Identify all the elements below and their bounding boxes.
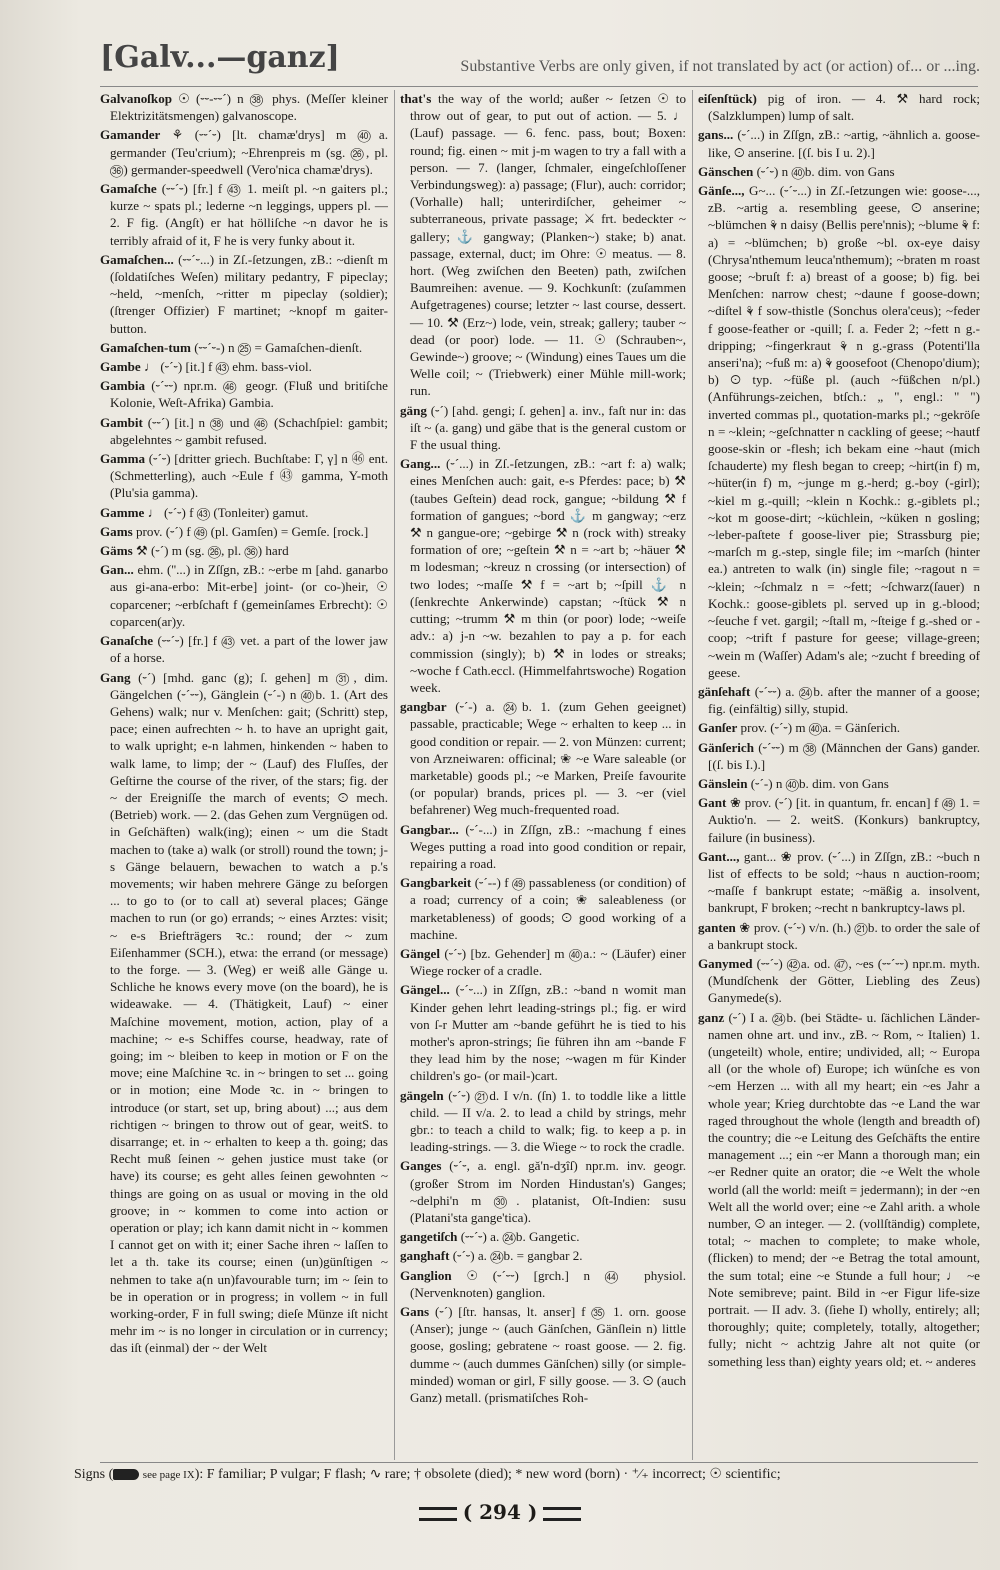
entry-body: (⏑´⏑, a. engl. gǎ'n-dʒîſ) npr.m. inv. geogr. (großer Strom im Norden Hindustan's) Ganges; ~delphi'n m ㉚. platanist, Oſt-Indien: susu (Platani'sta gange'tica). <box>410 1158 686 1225</box>
entry-headword: gäng <box>400 402 427 418</box>
dictionary-entry <box>100 358 388 375</box>
entry-body: (⏑´⏑) [bz. Gehender] m ㊵a.: ~ (Läufer) einer Wiege rocker of a cradle. <box>410 945 686 979</box>
entry-body: ❀ prov. (⏑´⏑) v/n. (h.) ㉑b. to order the sale of a bankrupt stock. <box>708 919 980 952</box>
dictionary-entry <box>400 1087 686 1156</box>
entry-headword: Gan... <box>100 562 134 578</box>
entry-headword: Gambit <box>100 414 143 430</box>
entry-body: ⚘ (⏑⏑´⏑) [lt. chamæ'drys] m ㊵a. germander (Teu'crium); ~Ehrenpreis m (sg. ㉖, pl. ㊱) germander-speedwell (Vero'nica chamæ'drys). <box>110 127 388 177</box>
entry-body: (⏑´...) in Zſ.-ſetzungen, zB.: ~art f: a) walk; eines Menſchen auch: gait, e-s Pferdes: pace; b) ⚒ (taubes Geſtein) dead rock, gangue; ~bildung ⚒ f formation of gangues; ~bord ⚓ m gangway; ~erz ⚒ n gangue-ore; ~gebirge ⚒ n (rock with) streaky formation of ore; ~geſtein ⚒ n = ~art b; ~häuer ⚒ m lodesman; ~kreuz n crossing (or intersection) of two lodes; ~maſſe ⚒ f = ~art b; ~ſpill ⚓ n (ſenkrechte Ankerwinde) capstan; ~ſtück ⚒ n cutting; ~trumm ⚒ m thin (or poor) lode; ~weiſe adv.: a) j-n ~w. bezahlen to pay a p. for each commission (singly); b) ⚒ in lodes or streaks; ~woche f Cath.eccl. (Himmelfahrtswoche) Rogation week. <box>410 456 686 695</box>
entry-body: ☉ (⏑´⏑⏑) [grch.] n ㊹ physiol. (Nervenknoten) ganglion. <box>410 1267 686 1300</box>
entry-headword: Gangbarkeit <box>400 875 472 891</box>
column-divider <box>692 90 693 1460</box>
dictionary-entry <box>100 377 388 411</box>
entry-headword: Gambe <box>100 359 141 375</box>
dictionary-entry <box>400 945 686 979</box>
entry-body: (⏑´-...) in Zſſgn, zB.: ~machung f eines Weges putting a road into good condition or repair, repairing a road. <box>410 821 686 871</box>
dictionary-entry <box>400 698 686 818</box>
entry-headword: Gans <box>400 1304 430 1320</box>
entry-headword: Gamaſche <box>100 181 157 197</box>
dictionary-entry <box>698 775 980 792</box>
dictionary-entry <box>100 180 388 249</box>
dictionary-entry <box>698 955 980 1007</box>
entry-body: (⏑´⏑...) in Zſſgn, zB.: ~band n womit man Kinder gehen lehrt leading-strings pl.; fig. er wird von ſ-r Mutter am ~bande geführt he is tied to his mother's apron-strings; ſie führen ihn am ~bande F they lead him by the nose; ~wagen m für Kinder children's go- (or mail-)cart. <box>410 982 686 1084</box>
entry-headword: ganz <box>698 1009 725 1025</box>
dictionary-entry <box>100 632 388 666</box>
dictionary-entry <box>698 90 980 124</box>
dictionary-entry <box>100 561 388 630</box>
entry-body: (⏑´) [mhd. ganc (g); ſ. gehen] m ㉛, dim. Gängelchen (⏑´⏑⏑), Gänglein (⏑´-) n ㊵b. 1. (Art des Gehens) walk; nur v. Menſchen: gait; (Schritt) step, pace; einen aufrechten ~ h. to have an upright gait, to walk upright; e-n lahmen, hinkenden ~ haben to walk lame, to limp; der ~ (Lauf) des Fluſſes, der Geſtirne the course of the river, of the stars; fig. der ~ der Ereigniſſe the march of events; ☉ mech. (Betrieb) work. — 2. (das Gehen zum Vergnügen od. in Geſchäften) walk(ing); einen ~ um die Stadt machen to (take a) walk (or stroll) round the town; j-s Gänge belauern, bewachen to watch a p.'s movements; wir haben mehrere Gänge zu beſorgen ... to go to (or to call at) several places; Gänge machen to run (or go) errands; ~ eines Arztes: visit; ~ e-s Briefträgers ꝛc.: round; der ~ zum Eiſenhammer (SCH.), etwa: the errand (or message) to the forge. — 3. (Weg) er weiß alle Gänge u. Schliche he knows every move (on the board), he is wideawake. — 4. (Thätigkeit, Lauf) ~ einer Maſchine movement, motion, action, play of a machine; ~ e-s Schiffes course, headway, rate of going; im ~ bleiben to keep in motion or F on the move; eine Maſchine ꝛc. in ~ bringen to set ... going or in motion; eine Mode ꝛc. in ~ bringen to introduce (or start, set up, bring about) ...; aus dem richtigen ~ bringen to throw out of gear, weitS. to disarrange; et. in ~ erhalten to keep a th. going; das Recht muß ſeinen ~ gehen justice must take (or have) its course; es geht alles ſeinen gewohnten ~ things are going on as usual or moving in the old groove; in ~ kommen to come into action or operation or play; ich kann damit nicht in ~ kommen I cannot get on with it; einer Sache ihren ~ laſſen to let a th. take its course; einen (un)günſtigen ~ nehmen to take a(n un)favourable turn; im ~ ſein to be in operation or in progress; in vollem ~ in full working-order, F in full swing; dieſe Münze iſt nicht mehr im ~ is no longer in circulation or in currency; das iſt (einmal) der ~ der Welt <box>110 669 388 1356</box>
dictionary-entry <box>100 504 388 521</box>
entry-body: (⏑´) [ſtr. hansas, lt. anser] f ㉟ 1. orn. goose (Anser); junge ~ (auch Gänſchen, Gänſlein n) little goose, gosling; gebratene ~ roast goose. — 2. fig. dumme ~ (auch dummes Gänſchen) silly (or simple-minded) woman or girl, F silly goose. — 3. ☉ (auch Ganz) metall. (prismatiſches Roh- <box>410 1304 686 1406</box>
entry-headword: gangbar <box>400 699 447 715</box>
dictionary-entry <box>400 821 686 873</box>
entry-headword: Gamme <box>100 504 145 520</box>
entry-headword: Gamma <box>100 451 146 467</box>
entry-headword: eiſenſtück) <box>698 91 757 106</box>
entry-body: (⏑´⏑) a. ㉔b. = gangbar 2. <box>449 1248 583 1264</box>
entry-headword: gänſehaft <box>698 683 751 699</box>
dictionary-entry <box>698 1009 980 1370</box>
entry-body: (⏑⏑´⏑...) in Zſ.-ſetzungen, zB.: ~dienſt m (ſoldatiſches Weſen) military pedantry, F pipeclay; ~held, ~menſch, ~ritter m pipeclay (soldier); (ſtrenger Offizier) F martinet; ~knopf m gaiter-button. <box>110 251 388 336</box>
entry-body: (⏑⏑´⏑) a. ㉔b. Gangetic. <box>457 1229 580 1245</box>
entry-body: (⏑´--) f ㊾ passableness (or condition) of a road; currency of a coin; ❀ saleableness (or marketableness) of goods; ☉ good working of a machine. <box>410 875 686 942</box>
signs-text: ): F familiar; P vulgar; F flash; ∿ rare; † obsolete (died); * new word (born) · ⁺⁄₊ incorrect; ☉ scientific; <box>194 1467 781 1482</box>
pointing-hand-icon <box>113 1469 139 1480</box>
dictionary-entry <box>100 339 388 356</box>
entry-headword: Gambia <box>100 378 146 394</box>
header-rule <box>100 86 978 87</box>
entry-body: (⏑´-) n ㊵b. dim. von Gans <box>747 775 889 791</box>
entry-body: ❀ prov. (⏑´) [it. in quantum, fr. encan] f ㊾ 1. = Auktio'n. — 2. weitS. (Konkurs) bankruptcy, failure (in business). <box>708 795 980 845</box>
column-divider <box>394 90 395 1460</box>
signs-legend <box>74 1466 980 1483</box>
entry-headword: Gant..., <box>698 848 740 864</box>
entry-body: gant... ❀ prov. (⏑´...) in Zſſgn, zB.: ~buch n list of effects to be sold; ~haus n auction-room; ~maſſe f bankrupt estate; ~mäßig a. insolvent, bankrupt, F broken; ~recht n bankruptcy-laws pl. <box>708 848 980 916</box>
entry-headword: Gamander <box>100 127 161 143</box>
ornament-bars-left <box>419 1507 457 1521</box>
entry-body: (⏑⏑´) [it.] n ㊳ und ㊻ (Schachſpiel: gambit; abgelehntes ~ gambit refused. <box>110 414 388 447</box>
entry-body: prov. (⏑´⏑) m ㊵a. = Gänſerich. <box>737 720 901 736</box>
dictionary-entry <box>400 1303 686 1406</box>
dictionary-entry <box>400 1267 686 1301</box>
dictionary-entry <box>400 90 686 400</box>
dictionary-entry <box>698 919 980 953</box>
signs-label: Signs ( <box>74 1467 114 1482</box>
page-header <box>100 40 980 88</box>
entry-headword: Gänschen <box>698 163 754 179</box>
entry-headword: that's <box>400 91 432 106</box>
dictionary-entry <box>100 126 388 178</box>
dictionary-entry <box>698 163 980 180</box>
page-number: ( 294 ) <box>462 1500 538 1524</box>
entry-body: ♩ (⏑´⏑) [it.] f ㊸ ehm. bass-viol. <box>140 359 312 375</box>
entry-headword: Gängel... <box>400 982 450 998</box>
entry-headword: Ganges <box>400 1158 442 1174</box>
entry-body: (⏑´⏑⏑) npr.m. ㊻ geogr. (Fluß und britiſche Kolonie, Weſt-Afrika) Gambia. <box>110 378 388 411</box>
footer-rule <box>100 1462 978 1463</box>
entry-headword: Ganglion <box>400 1267 452 1283</box>
page-title: [Galv...—ganz] <box>100 40 340 75</box>
dictionary-entry <box>698 683 980 717</box>
entry-headword: Gams <box>100 523 133 539</box>
entry-body: ☉ (⏑⏑-⏑⏑´) n ㊳ phys. (Meſſer kleiner Elektrizitätsmengen) galvanoscope. <box>110 91 388 124</box>
signs-see: see page IX <box>142 1469 195 1481</box>
dictionary-entry <box>400 981 686 1084</box>
entry-headword: Gängel <box>400 945 441 961</box>
entry-headword: Gant <box>698 795 727 811</box>
entry-headword: ganten <box>698 919 736 935</box>
entry-body: (⏑⏑´⏑-) n ㉕ = Gamaſchen-dienſt. <box>190 339 363 355</box>
entry-body: (⏑⏑´⏑) [fr.] f ㊸ 1. meiſt pl. ~n gaiters pl.; kurze ~ spats pl.; lederne ~n leggings, uppers pl. — 2. F fig. (Angſt) er hat hölliſche ~n davor he is terribly afraid of it, F he is very funky about it. <box>110 181 388 248</box>
ornament-bars-right <box>543 1507 581 1521</box>
dictionary-entry <box>100 542 388 559</box>
dictionary-entry <box>400 402 686 454</box>
entry-headword: Galvanoſkop <box>100 91 173 106</box>
entry-body: G~... (⏑´⏑...) in Zſ.-ſetzungen wie: goose-..., zB. ~artig a. resembling geese, ☉ anserine; ~blümchen ⚘ n daisy (Bellis pere'nnis); ~blume ⚘ f: a) = ~blümchen; b) große ~bl. ox-eye daisy (Chrysa'nthemum leuca'nthemum); ~braten m roast goose; ~bruſt f: a) breast of a goose; b) fig. bei Menſchen: narrow chest; ~daune f goose-down; ~diſtel ⚘ f sow-thistle (Sonchus olera'ceus); ~feder f goose-feather or -quill; ſ. a. Feder 2; ~fett n g.-dripping; ~fingerkraut ⚘ n g.-grass (Potenti'lla anseri'na); ~fuß m: a) ⚘ goosefoot (Chenopo'dium); b) ☉ typ. ~füße pl. (auch ~füßchen n/pl.) (Anführungs-zeichen, btſch.: „ ", engl.: " ") inverted commas pl., quotation-marks pl.; ~gekröſe n = ~klein; ~geſchnatter n cackling of geese; ~hautf goose-skin or -flesh; ich bekam eine ~haut (mich ſchauderte) my flesh began to creep; ~hirt(in f) m, ~hüter(in f) m, ~junge m g.-herd; g.-boy (-girl); ~kiel m g.-quill; ~klein n Kochk.: g.-giblets pl.; ~kot m goose-dirt; ~küchlein, ~küken n gosling; ~leber-paſtete f goose-liver pie; Strassburg pie; ~marſch m g.-step, single file; im ~marſch (hinter ea.) antreten to walk (in) single file; ~ragout n = ~klein; ~ſchmalz n = ~fett; ~ſchwarz(ſauer) n Kochk.: goose-giblets pl. served up in g.-blood; ~ſeuche f vet. gargil; ~ſtall m, ~ſteige f g.-shed or -coop; ~trift f pasture for geese; village-green; ~wein m (Waſſer) Adam's ale; ~zucht f breeding of geese. <box>708 183 980 680</box>
dictionary-entry <box>400 1228 686 1245</box>
entry-headword: Gänslein <box>698 775 748 791</box>
entry-body: (⏑´-) a. ㉔b. 1. (zum Gehen geeignet) passable, practicable; Wege ~ erhalten to keep ... in good condition or repair. — 2. von Münzen: current; von Arzneiwaren: officinal; ❀ ~e Ware saleable (or marketable) goods pl.; ~e Marken, Preiſe favourite (or popular) brands, prices pl. — 3. ~er (viel befahrener) Weg much-frequented road. <box>410 699 686 818</box>
entry-headword: Ganaſche <box>100 633 154 649</box>
entry-body: (⏑´⏑) ㉑d. I v/n. (ſn) 1. to toddle like a little child. — II v/a. 2. to lead a child by strings, mehr gbr.: to teach a child to walk; fig. to keep a p. in leading-strings. — 3. die Wiege ~ to rock the cradle. <box>410 1087 686 1155</box>
dictionary-entry <box>400 874 686 943</box>
column-2 <box>400 90 686 1460</box>
entry-body: the way of the world; außer ~ ſetzen ☉ to throw out of gear, to put out of action. — 5. ♩ (Lauf) passage. — 6. fenc. pass, bout; Boxen: round; fig. einen ~ mit j-m wagen to try a fall with a person. — 7. (langer, ſchmaler, eingeſchloſſener Verbindungsweg): a) passage; (Flur), auch: corridor; (Vorhalle) hall; unterirdiſcher, geheimer ~ subterraneous, private passage; ⚔ frt. bedeckter ~ gallery; ⚓ gangway; (Planken~) stake; b) anat. passage, external, duct; im Ohre: ☉ meatus. — 8. hort. (Weg zwiſchen den Beeten) path, zwiſchen Baumreihen: avenue. — 9. Kochkunſt: (zuſammen Aufgetragenes) course; letzter ~ last course, dessert. — 10. ⚒ (Erz~) lode, vein, streak; gallery; tauber ~ dead (or poor) lode. — 11. ☉ (Schrauben~, Gewinde~) groove; ~ (Windung) eines Taues um die Welle coil; ~ (Triebwerk) einer Mühle mill-work; run. <box>410 91 686 399</box>
dictionary-entry <box>100 251 388 337</box>
header-note: Substantive Verbs are only given, if not translated by act (or action) of... or ...ing. <box>460 58 980 75</box>
entry-body: (⏑´) I a. ㉔b. (bei Städte- u. ſächlichen Länder-namen ohne art. und inv., zB. ~ Rom, ~ Italien) 1. (ungeteilt) whole, entire; undivided, all; ~ Europa all (or the whole of) Europe; ich wünſche es von ~em Herzen ... with all my heart; ein ~es Jahr a whole year; Krieg durchtobte das ~e Land the war raged throughout the whole (length and breadth of) the country; die ~e Leitung des Geſchäfts the entire management ...; ein ~er Mann a thorough man; ein ~er Redner quite an orator; die ~e Welt the whole world (all the world: meiſt = jedermann); in der ~en Welt all the world over; eine ~e Zahl arith. a whole number, ☉ an integer. — 2. (vollſtändig) complete, total; ~ machen to complete; to make whole, (flicken) to mend; der ~e Betrag the total amount, the sum total; eine ~e Stunde a full hour; ♩ ~e Note semibreve; paint. Bild in ~er Figur life-size portrait. — II adv. 3. (ſiehe I) wholly, entirely; all; thoroughly; quite; completely, totally, altogether; fully; nicht ~ achtzig Jahre alt not quite (or something less than) eighty years old; et. ~ anderes <box>708 1009 980 1369</box>
entry-body: (⏑´⏑) n ㊵b. dim. von Gans <box>753 163 895 179</box>
entry-body: ehm. (''...) in Zſſgn, zB.: ~erbe m [ahd. ganarbo aus gi-ana-erbo: Mit-erbe] joint- (or co-)heir, ☉ coparcener; ~erbſchaft f (gemeinſames Erbrecht): ☉ coparcen(ar)y. <box>110 562 388 629</box>
entry-headword: gängeln <box>400 1087 444 1103</box>
entry-headword: Gang... <box>400 456 441 472</box>
column-3 <box>698 90 980 1460</box>
dictionary-entry <box>698 848 980 917</box>
dictionary-entry <box>100 523 388 540</box>
column-1 <box>100 90 388 1460</box>
dictionary-entry <box>698 182 980 681</box>
entry-headword: Gamaſchen... <box>100 251 174 267</box>
dictionary-entry <box>100 90 388 124</box>
entry-headword: Ganymed <box>698 955 753 971</box>
entry-headword: Ganſer <box>698 720 738 736</box>
entry-body: (⏑´⏑) [dritter griech. Buchſtabe: Γ, γ] n ㊻ ent. (Schmetterling), auch ~Eule f ㊸ gamma, Y-moth (Plu'sia gamma). <box>110 451 388 501</box>
entry-headword: gans... <box>698 127 734 143</box>
dictionary-entry <box>100 414 388 448</box>
dictionary-entry <box>698 719 980 736</box>
entry-body: (⏑´⏑⏑) m ㊳ (Männchen der Gans) gander. [(ſ. bis I.).] <box>708 739 980 772</box>
entry-body: ⚒ (⏑´) m (sg. ㉖, pl. ㊱) hard <box>132 543 289 559</box>
entry-headword: Gänſe..., <box>698 183 745 199</box>
entry-body: (⏑´...) in Zſſgn, zB.: ~artig, ~ähnlich a. goose-like, ☉ anserine. [(ſ. bis I u. 2).] <box>708 127 980 160</box>
entry-headword: Gang <box>100 669 131 685</box>
dictionary-entry <box>698 126 980 160</box>
dictionary-entry <box>100 450 388 502</box>
dictionary-entry <box>400 455 686 696</box>
entry-headword: Gänſerich <box>698 739 755 755</box>
entry-body: (⏑⏑´⏑) ㊷a. od. ㊼, ~es (⏑⏑´⏑⏑) npr.m. myth. (Mundſchenk der Götter, Liebling des Zeus) Ganymede(s). <box>708 955 980 1006</box>
entry-body: ♩ (⏑´⏑) f ㊸ (Tonleiter) gamut. <box>144 504 309 520</box>
entry-headword: gangetiſch <box>400 1229 458 1245</box>
dictionary-entry <box>400 1247 686 1264</box>
dictionary-entry <box>100 669 388 1357</box>
page-number-line <box>400 1500 600 1524</box>
entry-body: (⏑´) [ahd. gengi; ſ. gehen] a. inv., faſt nur in: das iſt ~ (a. gang) und gäbe that is the general custom or F the usual thing. <box>410 402 686 453</box>
dictionary-columns <box>100 90 980 1460</box>
entry-body: (⏑⏑´⏑) [fr.] f ㊸ vet. a part of the lower jaw of a horse. <box>110 633 388 666</box>
dictionary-entry <box>698 794 980 846</box>
entry-body: prov. (⏑´) f ㊾ (pl. Gamſen) = Gemſe. [rock.] <box>132 523 369 539</box>
entry-headword: Gamaſchen-tum <box>100 339 191 355</box>
dictionary-entry <box>698 739 980 773</box>
entry-body: (⏑´⏑⏑) a. ㉔b. after the manner of a goose; fig. (einfältig) silly, stupid. <box>708 683 980 717</box>
entry-headword: ganghaft <box>400 1248 450 1264</box>
entry-headword: Gäms <box>100 543 133 559</box>
entry-body: pig of iron. — 4. ⚒ hard rock; (Salzklumpen) lump of salt. <box>708 91 980 124</box>
dictionary-entry <box>400 1157 686 1226</box>
entry-headword: Gangbar... <box>400 821 459 837</box>
